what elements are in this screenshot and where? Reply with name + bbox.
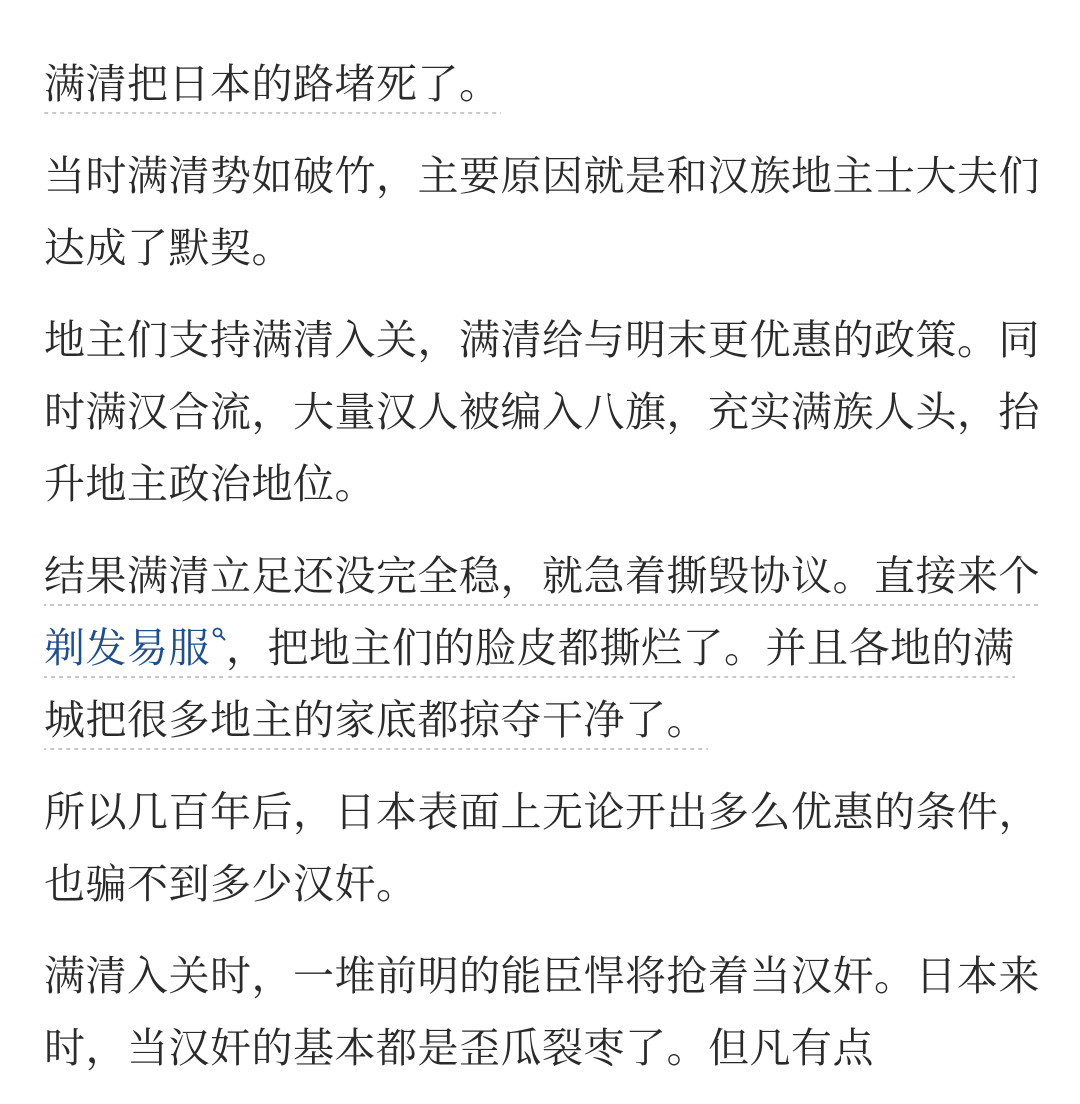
paragraph-2: 当时满清势如破竹，主要原因就是和汉族地主士大夫们达成了默契。	[44, 152, 1040, 272]
keyword-link[interactable]	[44, 624, 226, 678]
highlighted-text: 满清把日本的路堵死了。	[44, 60, 501, 114]
search-icon[interactable]	[212, 627, 226, 641]
paragraph-5: 所以几百年后，日本表面上无论开出多么优惠的条件，也骗不到多少汉奸。	[44, 788, 1040, 908]
article-body	[44, 48, 1044, 1104]
keyword-link-label[interactable]: 剃发易服	[44, 624, 210, 672]
paragraph-4	[44, 540, 1044, 756]
paragraph-6: 满清入关时，一堆前明的能臣悍将抢着当汉奸。日本来时，当汉奸的基本都是歪瓜裂枣了。但凡有点	[44, 952, 1040, 1072]
highlighted-text-end: ，把地主们的脸皮都撕烂了。并且各地的满城把很多地主的家底都掠夺干净了。	[44, 624, 1015, 750]
highlighted-text-start: 结果满清立足还没完全稳，就急着撕毁协议。直接来个	[44, 552, 1040, 606]
paragraph-1	[44, 48, 1044, 120]
paragraph-3: 地主们支持满清入关，满清给与明末更优惠的政策。同时满汉合流，大量汉人被编入八旗，充实满族人头，抬升地主政治地位。	[44, 316, 1040, 508]
